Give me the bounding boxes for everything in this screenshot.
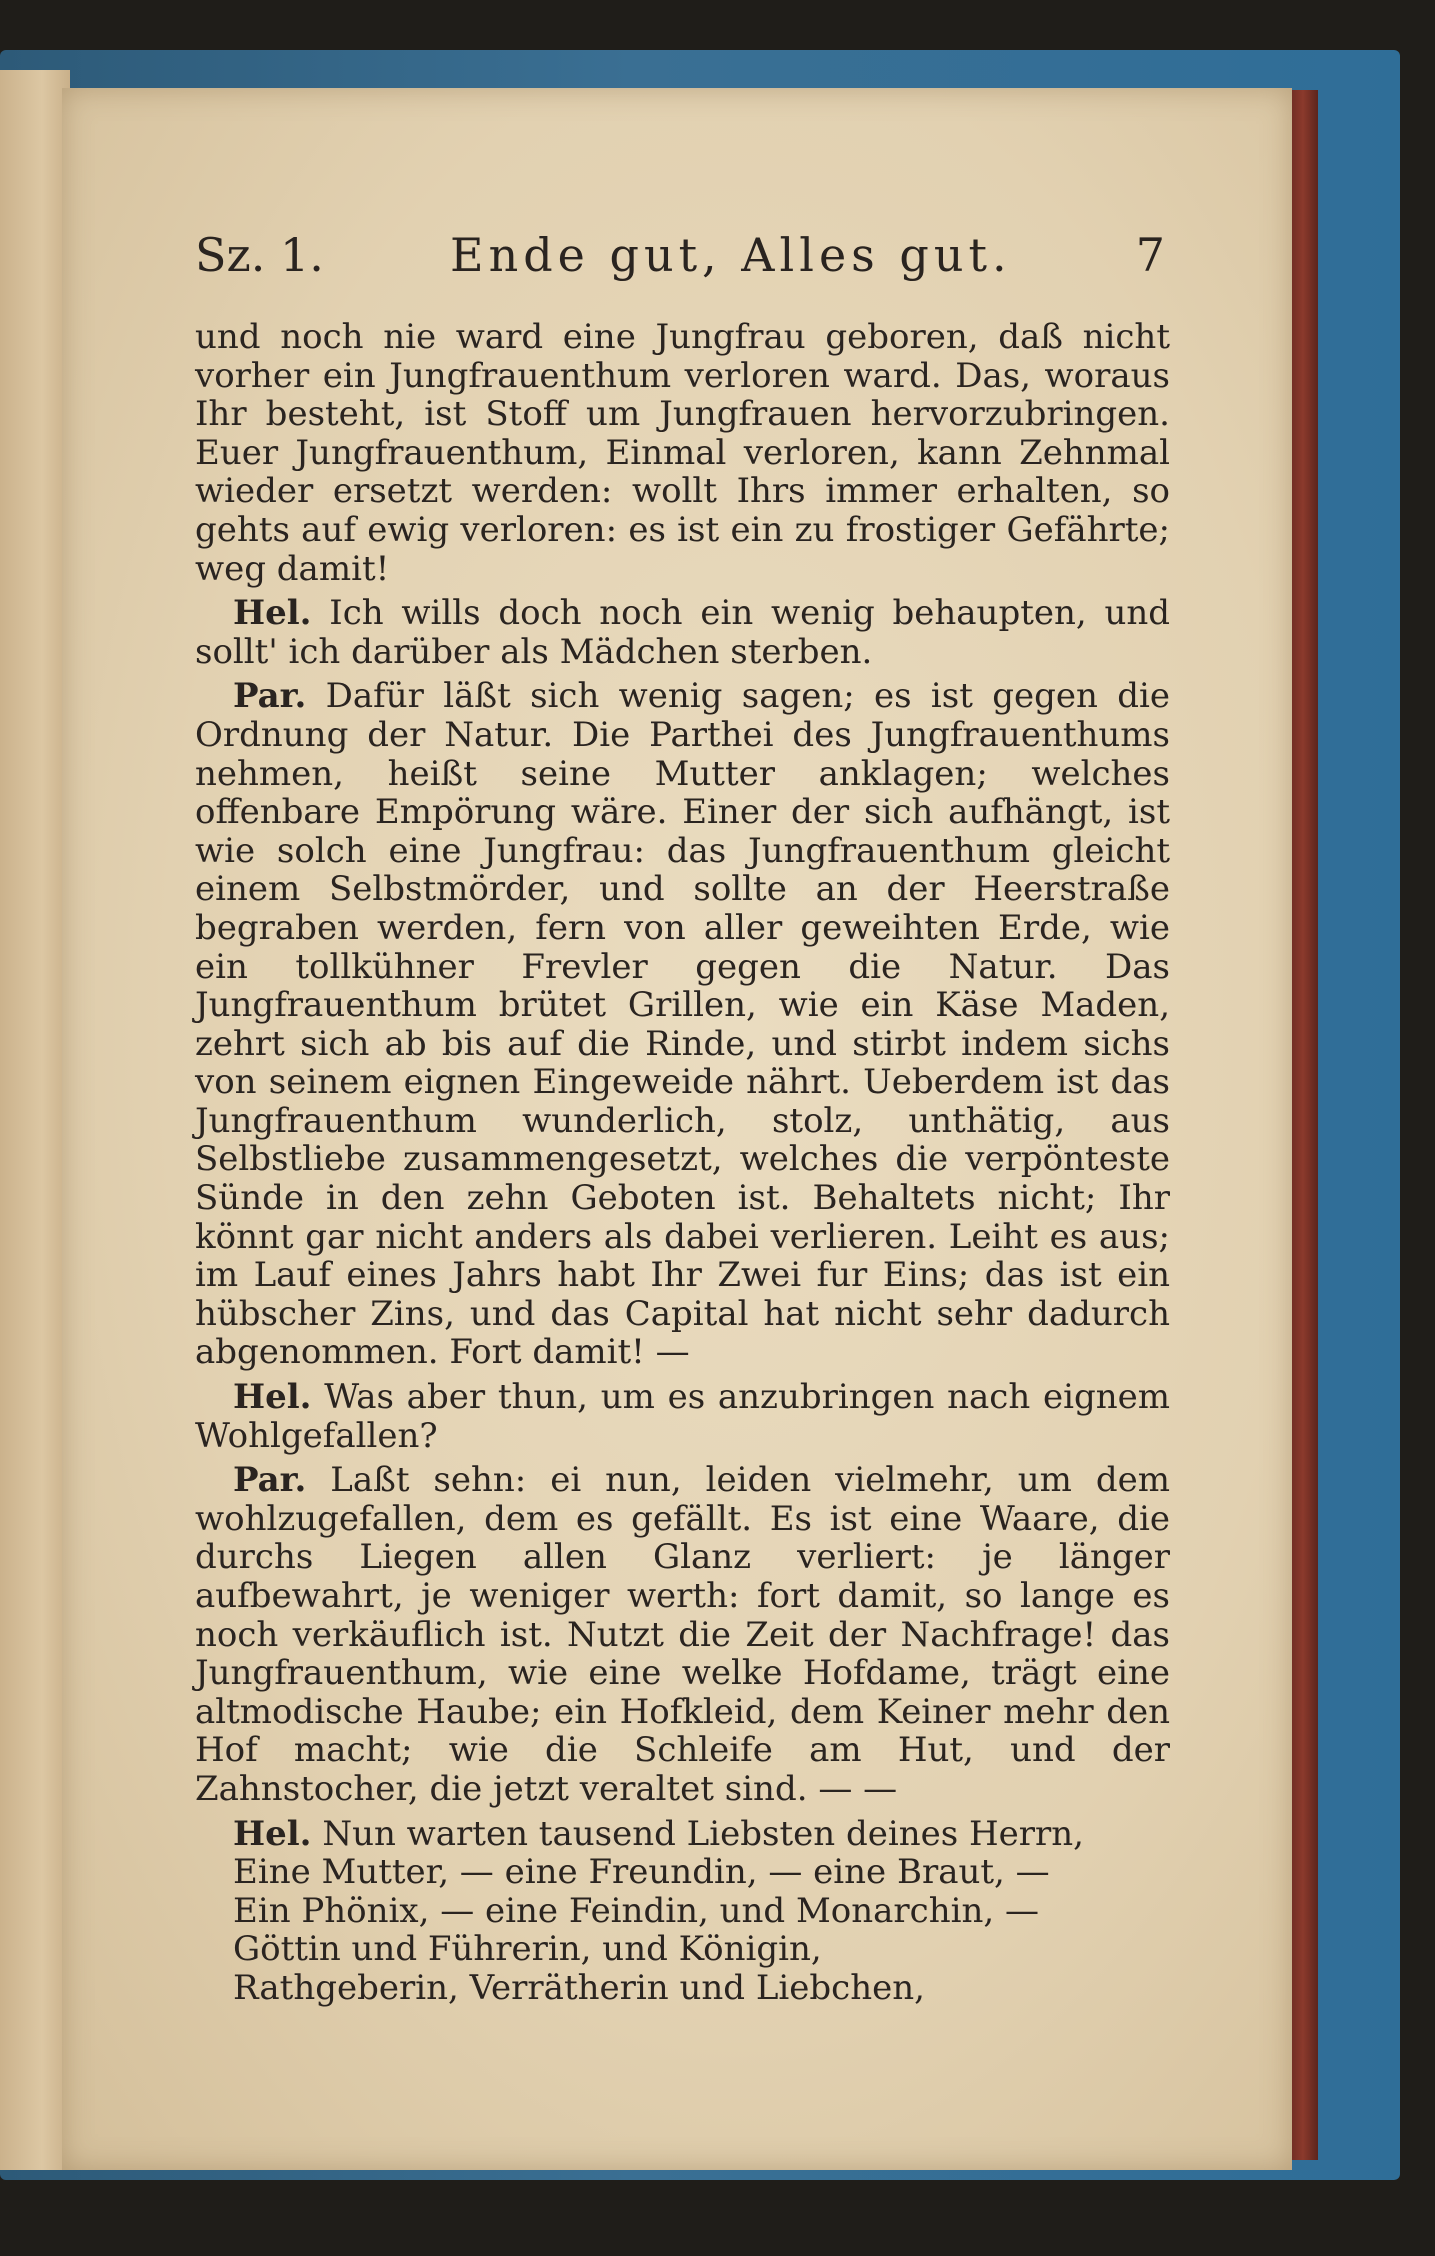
speech-text: Ich wills doch noch ein wenig behaupten, und sollt' ich darüber als Mädchen sterben.	[195, 593, 1171, 672]
verse-line: Göttin und Führerin, und Königin,	[233, 1929, 822, 1970]
speaker-name: Hel.	[233, 1813, 312, 1854]
speech-par-1	[195, 677, 1170, 1372]
facing-page-edge	[0, 70, 70, 2170]
scene-marker: Sz. 1.	[195, 228, 324, 282]
page-edge-red	[1288, 90, 1318, 2160]
verse-line: Eine Mutter, — eine Freundin, — eine Braut, —	[233, 1852, 1050, 1893]
speaker-name: Par.	[233, 1460, 307, 1501]
speech-text: Dafür läßt sich wenig sagen; es ist gegen die Ordnung der Natur. Die Parthei des Jungfrauenthums nehmen, heißt seine Mutter anklagen; welches offenbare Empörung wäre. Einer der sich aufhängt, ist wie solch eine Jungfrau: das Jungfrauenthum gleicht einem Selbstmörder, und sollte an der Heerstraße begraben werden, fern von aller geweihten Erde, wie ein tollkühner Frevler gegen die Natur. Das Jungfrauenthum brütet Grillen, wie ein Käse Maden, zehrt sich ab bis auf die Rinde, und stirbt indem sichs von seinem eignen Eingeweide nährt. Ueberdem ist das Jungfrauenthum wunderlich, stolz, unthätig, aus Selbstliebe zusammengesetzt, welches die verpönteste Sünde in den zehn Geboten ist. Behaltets nicht; Ihr könnt gar nicht anders als dabei verlieren. Leiht es aus; im Lauf eines Jahrs habt Ihr Zwei fur Eins; das ist ein hübscher Zins, und das Capital hat nicht sehr dadurch abgenommen. Fort damit! —	[195, 676, 1170, 1373]
verse-text: Nun warten tausend Liebsten deines Herrn,	[322, 1813, 1084, 1854]
running-header	[195, 228, 1165, 288]
speaker-name: Hel.	[233, 593, 312, 634]
speaker-name: Par.	[233, 676, 307, 717]
body-text	[195, 318, 1170, 2008]
speech-hel-1	[195, 594, 1170, 671]
verse-line: Ein Phönix, — eine Feindin, und Monarchin, —	[233, 1890, 1040, 1931]
verse-block	[195, 1815, 1170, 2008]
speech-par-2	[195, 1461, 1170, 1808]
speech-text: Laßt sehn: ei nun, leiden vielmehr, um dem wohlzugefallen, dem es gefällt. Es ist eine Waare, die durchs Liegen allen Glanz verliert: je länger aufbewahrt, je weniger werth: fort damit, so lange es noch verkäuflich ist. Nutzt die Zeit der Nachfrage! das Jungfrauenthum, wie eine welke Hofdame, trägt eine altmodische Haube; ein Hofkleid, dem Keiner mehr den Hof macht; wie die Schleife am Hut, und der Zahnstocher, die jetzt veraltet sind. — —	[195, 1460, 1170, 1809]
verse-line	[233, 1815, 1170, 1854]
verse-line: Rathgeberin, Verrätherin und Liebchen,	[233, 1967, 925, 2008]
page-number: 7	[1135, 228, 1165, 282]
speech-text: Was aber thun, um es anzubringen nach eignem Wohlgefallen?	[195, 1377, 1170, 1456]
running-title: Ende gut, Alles gut.	[450, 228, 1012, 282]
speaker-name: Hel.	[233, 1377, 312, 1418]
intro-paragraph: und noch nie ward eine Jungfrau geboren, daß nicht vorher ein Jungfrauenthum verloren ward. Das, woraus Ihr besteht, ist Stoff um Jungfrauen hervorzubringen. Euer Jungfrauenthum, Einmal verloren, kann Zehnmal wieder ersetzt werden: wollt Ihrs immer erhalten, so gehts auf ewig verloren: es ist ein zu frostiger Gefährte; weg damit!	[195, 317, 1170, 589]
speech-hel-2	[195, 1378, 1170, 1455]
